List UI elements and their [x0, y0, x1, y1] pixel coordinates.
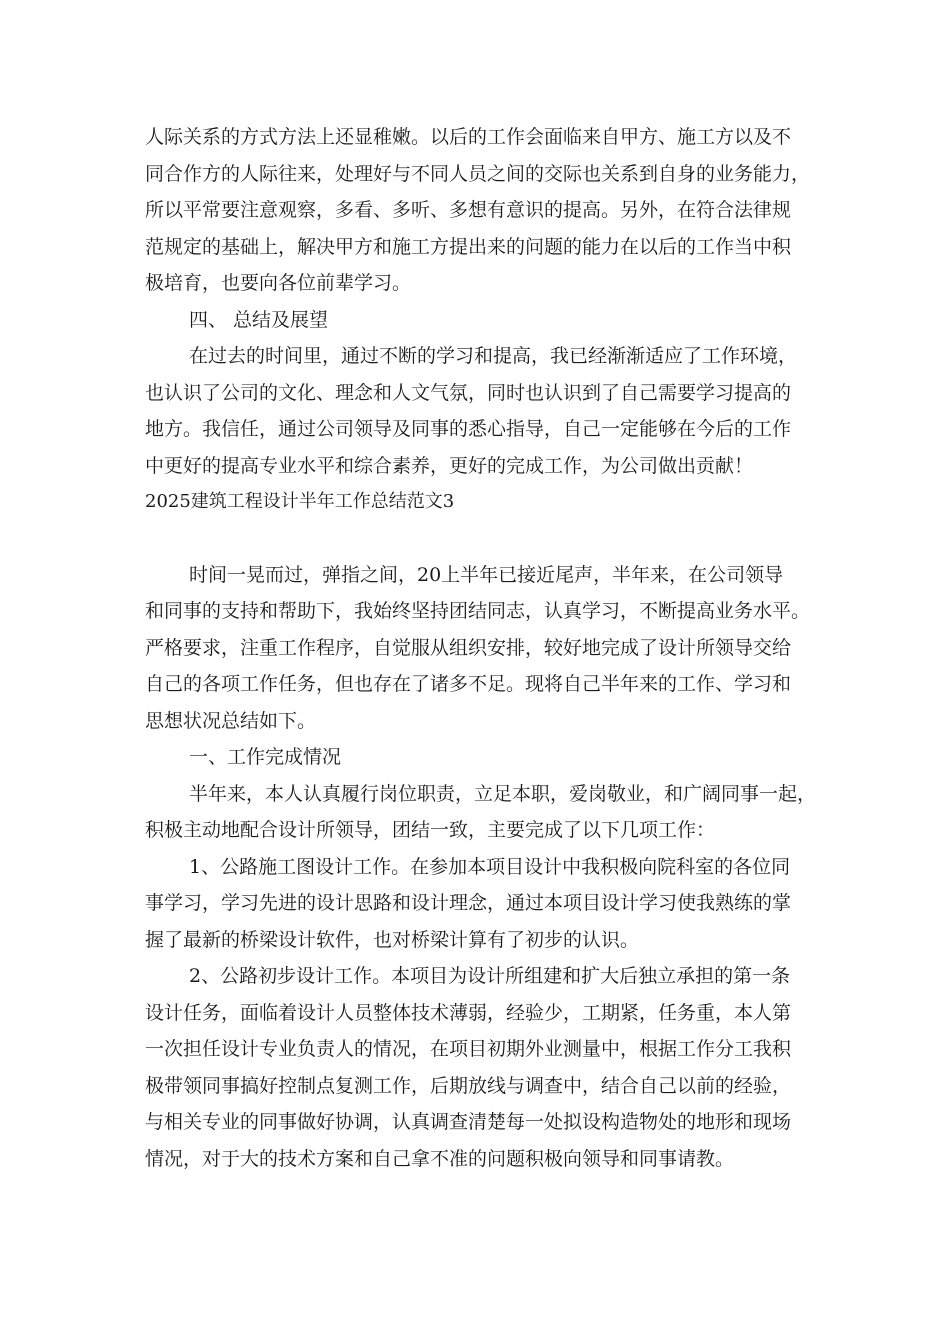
text-line: 一次担任设计专业负责人的情况，在项目初期外业测量中，根据工作分工我积 [145, 1038, 792, 1060]
text-line: 同合作方的人际往来，处理好与不同人员之间的交际也关系到自身的业务能力， [145, 162, 811, 185]
text-line: 中更好的提高专业水平和综合素养，更好的完成工作，为公司做出贡献！ [145, 454, 754, 477]
section-heading-work: 一、工作完成情况 [189, 746, 342, 768]
text-line: 极培育，也要向各位前辈学习。 [145, 272, 412, 294]
text-line: 思想状况总结如下。 [145, 709, 317, 732]
paragraph-item-2 [145, 958, 830, 1177]
paragraph-summary [145, 338, 830, 484]
text-line: 自己的各项工作任务，但也存在了诸多不足。现将自己半年来的工作、学习和 [145, 673, 792, 695]
text-line: 握了最新的桥梁设计软件，也对桥梁计算有了初步的认识。 [145, 928, 640, 951]
text-line: 1、公路施工图设计工作。在参加本项目设计中我积极向院科室的各位同 [189, 855, 791, 878]
paragraph-item-1 [145, 849, 830, 959]
text-line: 半年来，本人认真履行岗位职责，立足本职，爱岗敬业，和广阔同事一起， [189, 782, 817, 805]
text-line: 在过去的时间里，通过不断的学习和提高，我已经渐渐适应了工作环境， [189, 345, 798, 367]
text-line: 地方。我信任，通过公司领导及同事的悉心指导，自己一定能够在今后的工作 [145, 418, 792, 440]
text-line: 严格要求，注重工作程序，自觉服从组织安排，较好地完成了设计所领导交给 [145, 636, 792, 659]
paragraph-work-overview [145, 776, 830, 849]
paragraph-intro [145, 557, 830, 740]
text-line: 时间一晃而过，弹指之间，20上半年已接近尾声，半年来，在公司领导 [189, 563, 784, 586]
section-heading-summary: 四、 总结及展望 [189, 308, 329, 331]
article-title: 2025建筑工程设计半年工作总结范文3 [145, 491, 455, 512]
text-line: 所以平常要注意观察，多看、多听、多想有意识的提高。另外，在符合法律规 [145, 199, 792, 221]
text-line: 与相关专业的同事做好协调，认真调查清楚每一处拟设构造物处的地形和现场 [145, 1111, 792, 1133]
text-line: 和同事的支持和帮助下，我始终坚持团结同志，认真学习，不断提高业务水平。 [145, 600, 811, 622]
text-line: 人际关系的方式方法上还显稚嫩。以后的工作会面临来自甲方、施工方以及不 [145, 126, 792, 148]
text-line: 事学习，学习先进的设计思路和设计理念，通过本项目设计学习使我熟练的掌 [145, 892, 792, 914]
text-line: 极带领同事搞好控制点复测工作，后期放线与调查中，结合自己以前的经验， [145, 1074, 792, 1097]
text-line: 也认识了公司的文化、理念和人文气氛，同时也认识到了自己需要学习提高的 [145, 381, 792, 404]
text-line: 2、公路初步设计工作。本项目为设计所组建和扩大后独立承担的第一条 [189, 965, 791, 987]
text-line: 范规定的基础上，解决甲方和施工方提出来的问题的能力在以后的工作当中积 [145, 235, 792, 258]
document-page [145, 119, 830, 1177]
blank-spacer [145, 521, 830, 557]
text-line: 情况，对于大的技术方案和自己拿不准的问题积极向领导和同事请教。 [145, 1147, 735, 1170]
paragraph-interpersonal [145, 119, 830, 302]
text-line: 设计任务，面临着设计人员整体技术薄弱，经验少，工期紧，任务重，本人第 [145, 1001, 792, 1024]
text-line: 积极主动地配合设计所领导，团结一致，主要完成了以下几项工作： [145, 819, 716, 841]
